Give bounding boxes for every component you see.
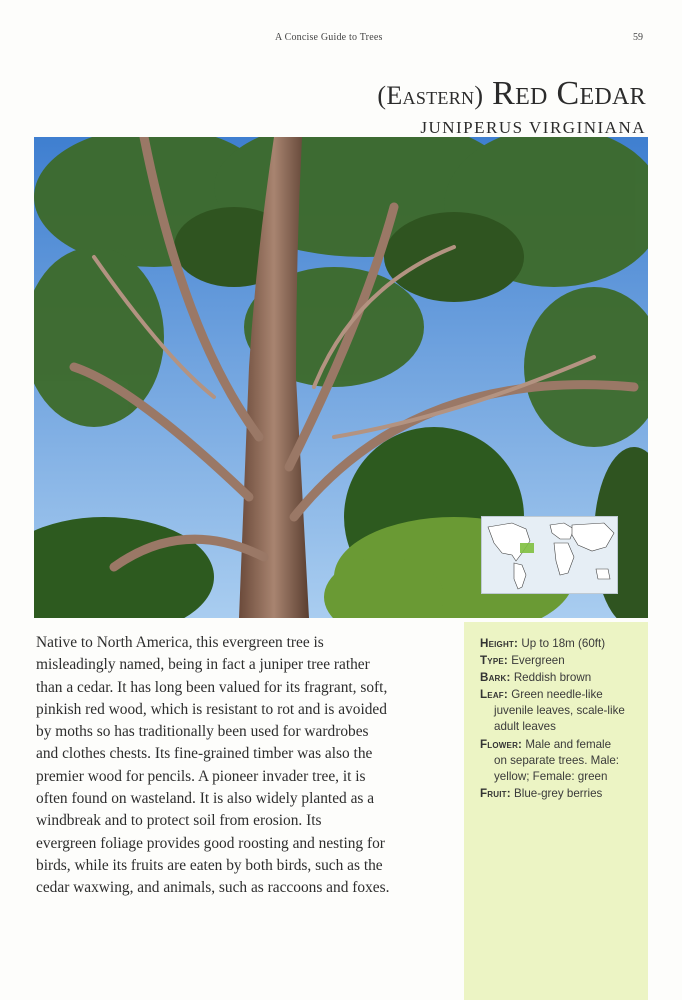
fact-label: Height:: [480, 637, 519, 650]
fact-leaf: [480, 687, 646, 735]
body-line: by moths so has traditionally been used for wardrobes: [36, 723, 369, 741]
page-title: [377, 76, 646, 114]
latin-name: JUNIPERUS VIRGINIANA: [420, 118, 646, 137]
fact-value-cont: juvenile leaves, scale-like: [494, 704, 625, 718]
body-text: [36, 632, 456, 900]
fact-value: Reddish brown: [513, 671, 592, 685]
title-prefix: (Eastern): [377, 81, 484, 110]
fact-label: Leaf:: [480, 688, 508, 702]
fact-label: Fruit:: [480, 786, 511, 800]
fact-value: Blue-grey berries: [514, 786, 603, 800]
title-main: Red Cedar: [492, 75, 646, 112]
fact-value: Male and female: [525, 737, 612, 751]
body-line: evergreen foliage provides good roosting and nesting for: [36, 834, 385, 852]
fact-value-cont: on separate trees. Male:: [494, 753, 620, 767]
fact-value: Up to 18m (60ft): [521, 637, 606, 650]
title-block: [377, 76, 646, 138]
body-line: pinkish red wood, which is resistant to rot and is avoided: [36, 700, 387, 718]
distribution-map: [481, 516, 618, 594]
fact-height: [480, 636, 646, 652]
distribution-map-icon: [482, 517, 617, 593]
facts-list: [480, 636, 646, 803]
fact-label: Flower:: [480, 737, 523, 751]
body-line: Native to North America, this evergreen tree is: [36, 634, 324, 651]
fact-value: Evergreen: [511, 654, 565, 668]
body-line: and clothes chests. Its fine-grained timber was also the: [36, 745, 373, 763]
body-line: than a cedar. It has long been valued for its fragrant, soft,: [36, 678, 388, 696]
fact-fruit: [480, 786, 646, 802]
body-line: cedar waxwing, and animals, such as raccoons and foxes.: [36, 879, 390, 897]
fact-label: Type:: [480, 654, 508, 668]
fact-bark: [480, 670, 646, 686]
fact-type: [480, 653, 646, 669]
fact-value-cont: yellow; Female: green: [494, 769, 608, 783]
body-line: birds, while its fruits are eaten by both birds, such as the: [36, 856, 383, 874]
page-number: 59: [633, 32, 643, 43]
fact-value: Green needle-like: [511, 688, 603, 702]
body-line: windbreak and to protect soil from erosion. Its: [36, 812, 322, 830]
body-line: premier wood for pencils. A pioneer invader tree, it is: [36, 767, 366, 785]
fact-label: Bark:: [480, 671, 511, 685]
fact-value-cont: adult leaves: [494, 720, 556, 734]
running-title: A Concise Guide to Trees: [275, 32, 383, 43]
fact-flower: [480, 737, 646, 785]
body-line: misleadingly named, being in fact a juniper tree rather: [36, 656, 370, 674]
body-line: often found on wasteland. It is also widely planted as a: [36, 790, 375, 808]
